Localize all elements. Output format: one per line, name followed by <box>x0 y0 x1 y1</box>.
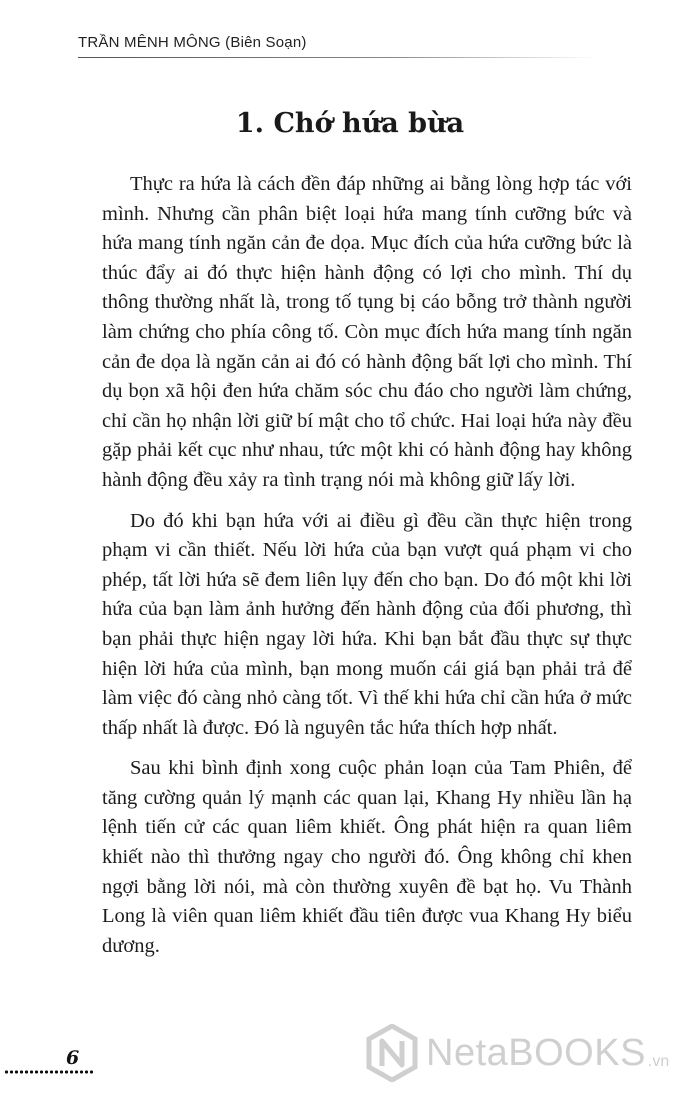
paragraph: Sau khi bình định xong cuộc phản loạn của Tam Phiên, để tăng cường quản lý mạnh các quan lại, Khang Hy nhiều lần hạ lệnh tiến cử các quan liêm khiết. Ông phát hiện ra quan liêm khiết nào thì thưởng ngay cho người đó. Ông không chỉ khen ngợi bằng lời nói, mà còn thường xuyên đề bạt họ. Vu Thành Long là viên quan liêm khiết đầu tiên được vua Khang Hy biểu dương. <box>102 757 632 957</box>
paragraph: Thực ra hứa là cách đền đáp những ai bằng lòng hợp tác với mình. Nhưng cần phân biệt loại hứa mang tính cưỡng bức và hứa mang tính ngăn cản đe dọa. Mục đích của hứa cưỡng bức là thúc đẩy ai đó thực hiện hành động có lợi cho mình. Thí dụ thông thường nhất là, trong tố tụng bị cáo bỗng trở thành người làm chứng cho phía công tố. Còn mục đích hứa mang tính ngăn cản đe dọa là ngăn cản ai đó có hành động bất lợi cho mình. Thí dụ bọn xã hội đen hứa chăm sóc chu đáo cho người làm chứng, chỉ cần họ nhận lời giữ bí mật cho tổ chức. Hai loại hứa này đều gặp phải kết cục như nhau, tức một khi có hành động hay không hành động đều xảy ra tình trạng nói mà không giữ lấy lời. <box>102 173 632 491</box>
page-number: 6 <box>66 1047 80 1069</box>
paragraph: Do đó khi bạn hứa với ai điều gì đều cần thực hiện trong phạm vi cần thiết. Nếu lời hứa của bạn vượt quá phạm vi cho phép, tất lời hứa sẽ đem liên lụy đến cho bạn. Do đó một khi lời hứa của bạn làm ảnh hưởng đến hành động của đối phương, thì bạn phải thực hiện ngay lời hứa. Khi bạn bắt đầu thực sự thực hiện lời hứa của mình, bạn mong muốn cái giá bạn phải trả để làm việc đó càng nhỏ càng tốt. Vì thế khi hứa chỉ cần hứa ở mức thấp nhất là được. Đó là nguyên tắc hứa thích hợp nhất. <box>102 509 632 739</box>
watermark-brand-text: NetaBOOKS <box>426 1031 646 1074</box>
chapter-title: 1. Chớ hứa bừa <box>235 108 465 139</box>
body-text <box>102 170 632 972</box>
watermark <box>366 1023 669 1083</box>
watermark-domain-suffix: .vn <box>647 1053 670 1070</box>
running-header: TRẦN MÊNH MÔNG (Biên Soạn) <box>78 34 307 51</box>
netabooks-logo-icon <box>366 1024 418 1082</box>
footer-dot-leader <box>4 1069 94 1075</box>
header-rule <box>78 57 598 58</box>
